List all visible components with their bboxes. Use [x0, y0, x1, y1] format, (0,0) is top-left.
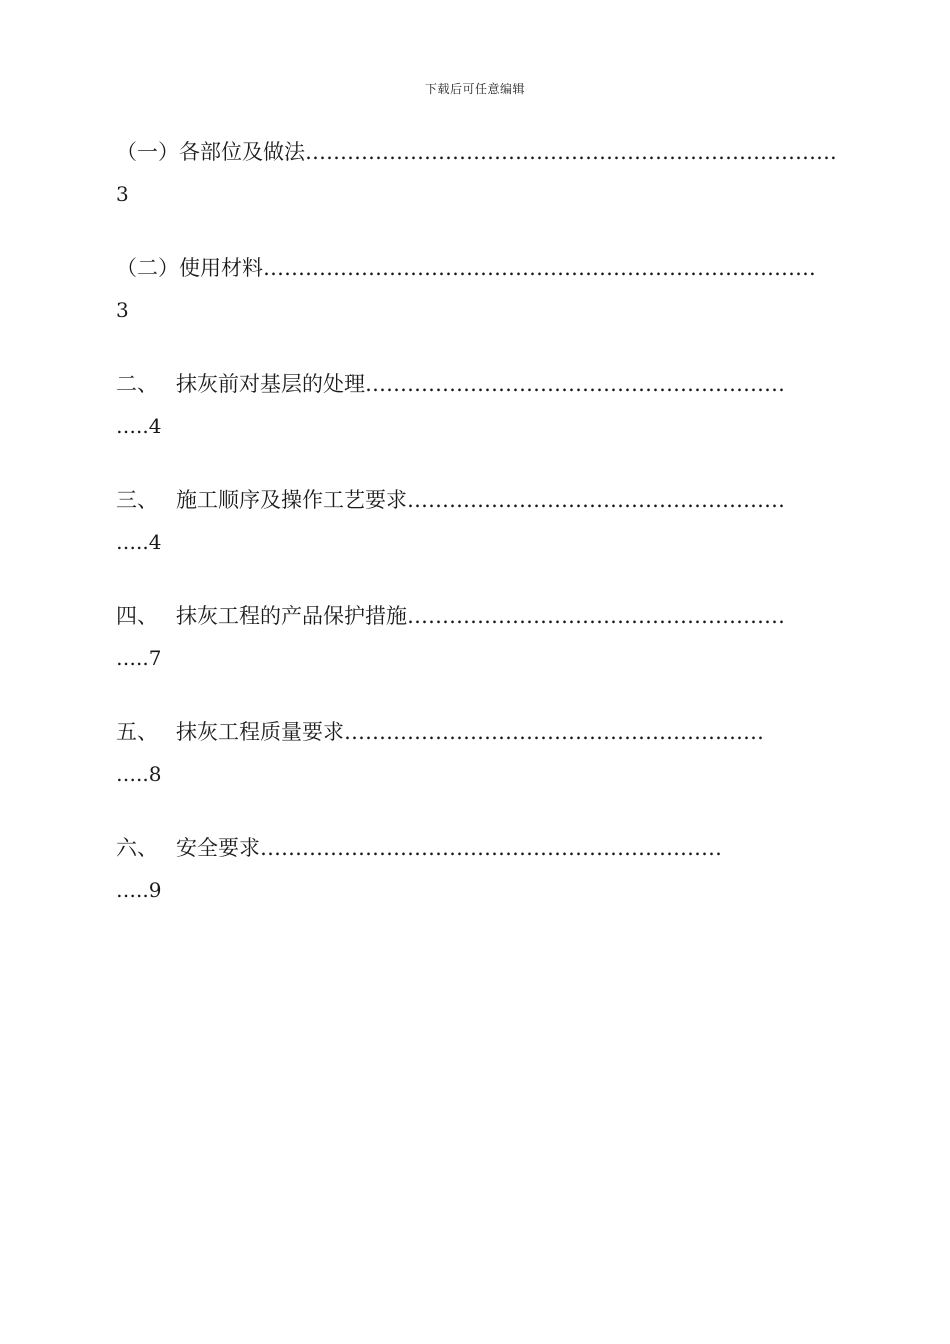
toc-entry-page-number: 4	[148, 414, 162, 438]
toc-entry-line-continued	[116, 290, 129, 330]
toc-entry-title: 施工顺序及操作工艺要求	[176, 488, 407, 512]
toc-entry-page-number: 9	[148, 878, 162, 902]
toc-entry[interactable]	[116, 710, 846, 826]
toc-entry-line	[116, 362, 785, 406]
toc-entry-title: 抹灰工程质量要求	[176, 720, 344, 744]
toc-entry-line	[116, 246, 816, 290]
toc-entry-line-continued	[116, 174, 129, 214]
toc-entry-line	[116, 594, 785, 638]
table-of-contents	[116, 130, 846, 942]
toc-entry-page-number: 7	[148, 646, 162, 670]
toc-entry-title: 使用材料	[179, 256, 263, 280]
toc-entry[interactable]	[116, 478, 846, 594]
toc-entry-leader: ………………………………………………………………….	[305, 140, 837, 164]
toc-entry-leader-tail: …..	[116, 878, 149, 902]
toc-entry-number: （二）	[116, 256, 179, 280]
toc-entry-page-number: 3	[116, 182, 129, 206]
toc-entry-line-continued	[116, 522, 161, 562]
toc-entry[interactable]	[116, 594, 846, 710]
toc-entry-title: 抹灰前对基层的处理	[176, 372, 365, 396]
toc-entry[interactable]	[116, 130, 846, 246]
toc-entry-leader-tail: …..	[116, 762, 149, 786]
toc-entry-page-number: 4	[148, 530, 162, 554]
toc-entry-leader: …………………………………………………………………….	[263, 256, 816, 280]
toc-entry-line-continued	[116, 870, 161, 910]
toc-entry-title: 抹灰工程的产品保护措施	[176, 604, 407, 628]
toc-entry-leader: ………………………………………………	[407, 604, 785, 628]
toc-entry-line-continued	[116, 754, 161, 794]
toc-entry-leader: ………………………………………………	[407, 488, 785, 512]
toc-entry-number: 二、	[116, 372, 158, 396]
toc-entry-line	[116, 478, 785, 522]
toc-entry-line	[116, 710, 764, 754]
toc-entry-title: 各部位及做法	[179, 140, 305, 164]
toc-entry-number: 四、	[116, 604, 158, 628]
toc-entry[interactable]	[116, 246, 846, 362]
toc-entry-leader: …………………………………………………………	[260, 836, 722, 860]
toc-entry-leader-tail: …..	[116, 646, 149, 670]
toc-entry[interactable]	[116, 362, 846, 478]
toc-entry-page-number: 8	[148, 762, 162, 786]
toc-entry-line	[116, 130, 837, 174]
page-header: 下载后可任意编辑	[424, 82, 525, 96]
toc-entry-number: 三、	[116, 488, 158, 512]
toc-entry-number: 六、	[116, 836, 158, 860]
toc-entry-leader: ……………………………………………………	[365, 372, 785, 396]
toc-entry[interactable]	[116, 826, 846, 942]
toc-entry-page-number: 3	[116, 298, 129, 322]
toc-entry-line-continued	[116, 406, 161, 446]
toc-entry-number: 五、	[116, 720, 158, 744]
toc-entry-leader-tail: …..	[116, 414, 149, 438]
toc-entry-leader: ……………………………………………………	[344, 720, 764, 744]
toc-entry-number: （一）	[116, 140, 179, 164]
toc-entry-leader-tail: …..	[116, 530, 149, 554]
toc-entry-title: 安全要求	[176, 836, 260, 860]
toc-entry-line-continued	[116, 638, 161, 678]
toc-entry-line	[116, 826, 722, 870]
